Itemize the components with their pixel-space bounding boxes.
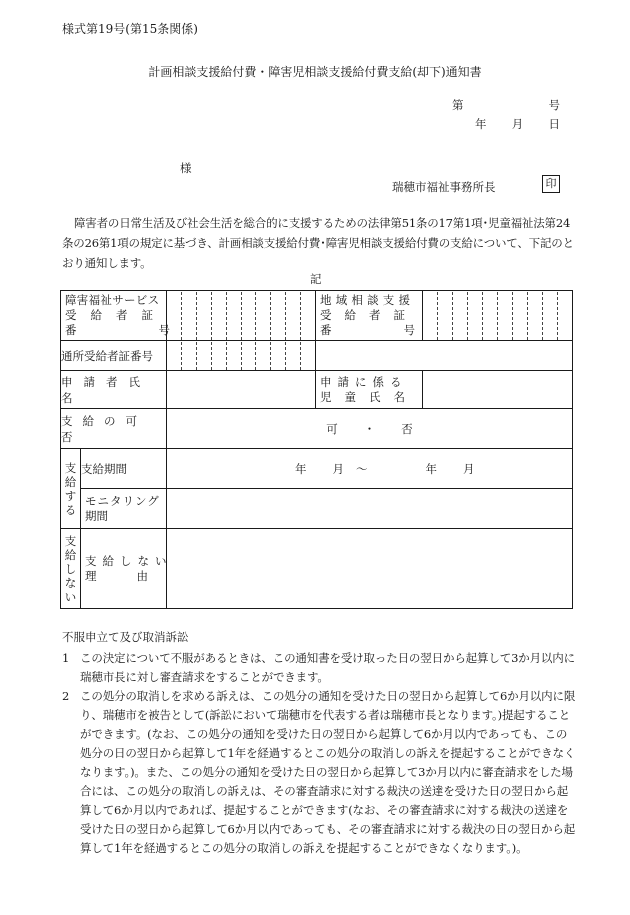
vertical-char: し [64, 561, 77, 576]
notes-heading: 不服申立て及び取消訴訟 [62, 630, 189, 644]
date-month: 月 [511, 117, 524, 131]
label-line: 地域相談支援 [320, 293, 415, 307]
vertical-char: 支 [64, 533, 77, 548]
service-recipient-label-cell [61, 291, 252, 341]
label-line: 支給しない [85, 553, 173, 568]
item-number: 2 [62, 689, 70, 703]
label-line: 申請に係る [320, 374, 408, 389]
item-text: この決定について不服があるときは、この通知書を受け取った日の翌日から起算して3か月以内に瑞穂市長に対し審査請求をすることができます。 [80, 651, 575, 684]
list-item [62, 687, 576, 858]
issuer-name: 瑞穂市福祉事務所長 [392, 180, 496, 194]
item-number: 1 [62, 651, 70, 665]
notification-table [60, 290, 573, 609]
label-line: 番号 [320, 323, 487, 337]
community-support-label-cell [316, 291, 487, 341]
day-service-number-boxes[interactable] [167, 341, 316, 371]
appeal-notes [62, 628, 576, 858]
document-title: 計画相談支援給付費・障害児相談支援給付費支給(却下)通知書 [148, 65, 482, 79]
label-line: 受給者証 [320, 308, 418, 322]
vertical-char: 支 [64, 460, 77, 475]
document-number-line [452, 97, 560, 113]
label-line [65, 323, 252, 338]
table-row [61, 409, 573, 449]
label-line: モニタリング [85, 493, 160, 508]
form-number: 様式第19号(第15条関係) [62, 22, 198, 36]
approval-hi: 否 [401, 421, 413, 436]
table-row [61, 449, 573, 489]
monitoring-label-cell [81, 489, 167, 529]
vertical-char: る [64, 502, 77, 517]
number-prefix: 第 [452, 98, 464, 112]
label-line: 児童氏名 [320, 389, 418, 404]
reason-field[interactable] [167, 529, 573, 609]
table-row [61, 371, 573, 409]
date-year: 年 [475, 117, 487, 131]
child-name-field[interactable] [423, 371, 573, 409]
vertical-char: 給 [64, 474, 77, 489]
issue-date-line [475, 116, 560, 132]
period-year-end: 年 [425, 461, 437, 476]
label-line: 理由 [85, 568, 188, 583]
approval-ka: 可 [326, 421, 338, 436]
label-char: 番号 [65, 323, 252, 337]
approval-separator: ・ [363, 421, 376, 436]
body-paragraph: 障害者の日常生活及び社会生活を総合的に支援するための法律第51条の17第1項･児童福祉法第24条の26第1項の規定に基づき、計画相談支援給付費･障害児相談支援給付費の支給について、下記のとおり通知します。 [62, 216, 574, 270]
period-tilde: ～ [356, 461, 368, 476]
approval-field[interactable] [167, 409, 573, 449]
child-name-label-cell [316, 371, 423, 409]
label-line: 受給者証 [65, 308, 167, 322]
empty-cell [316, 341, 573, 371]
period-month-start: 月 [332, 461, 344, 476]
label-line: 障害福祉サービス [65, 293, 160, 307]
monitoring-field[interactable] [167, 489, 573, 529]
vertical-char: 給 [64, 547, 77, 562]
period-year-start: 年 [295, 461, 307, 476]
group-pay-label [61, 449, 81, 529]
table-row [61, 529, 573, 609]
ki-heading: 記 [310, 272, 322, 286]
reason-label-cell [81, 529, 188, 609]
day-service-number-label: 通所受給者証番号 [61, 341, 167, 371]
seal-mark: 印 [542, 175, 560, 193]
approval-label: 支給の可否 [61, 409, 167, 449]
vertical-char: す [64, 488, 77, 503]
period-label: 支給期間 [81, 449, 167, 489]
addressee-suffix: 様 [180, 161, 192, 175]
item-text: この処分の取消しを求める訴えは、この処分の通知を受けた日の翌日から起算して6か月以内に限り、瑞穂市を被告として(訴訟において瑞穂市を代表する者は瑞穂市長となります。)提起することができます。(なお、この処分の通知を受けた日の翌日から起算して6か月以内であっても、この処分の日の翌日から起算して1年を経過するとこの処分の取消しの訴えを提起することができなくなります。)。また、この処分の通知を受けた日の翌日から起算して3か月以内に審査請求をした場合には、この処分の取消しの訴えは、その審査請求に対する裁決の送達を受けた日の翌日から起算して6か月以内であれば、提起することができます(なお、その審査請求に対する裁決の送達を受けた日の翌日から起算して6か月以内であっても、その審査請求に対する裁決の日の翌日から起算して1年を経過するとこの処分の取消しの訴えを提起することができなくなります。)。 [80, 689, 576, 855]
number-suffix: 号 [548, 98, 560, 112]
period-field[interactable] [167, 449, 573, 489]
label-line: 期間 [85, 508, 108, 523]
table-row [61, 291, 573, 341]
vertical-char: な [64, 575, 77, 590]
table-row [61, 489, 573, 529]
period-month-end: 月 [463, 461, 475, 476]
service-recipient-number-boxes[interactable] [167, 291, 316, 341]
table-row [61, 341, 573, 371]
group-nopay-label [61, 529, 81, 609]
vertical-char: い [64, 589, 77, 604]
list-item [62, 649, 576, 687]
date-day: 日 [548, 117, 560, 131]
applicant-name-field[interactable] [167, 371, 316, 409]
community-support-number-boxes[interactable] [423, 291, 573, 341]
applicant-name-label: 申請者氏名 [61, 371, 167, 409]
